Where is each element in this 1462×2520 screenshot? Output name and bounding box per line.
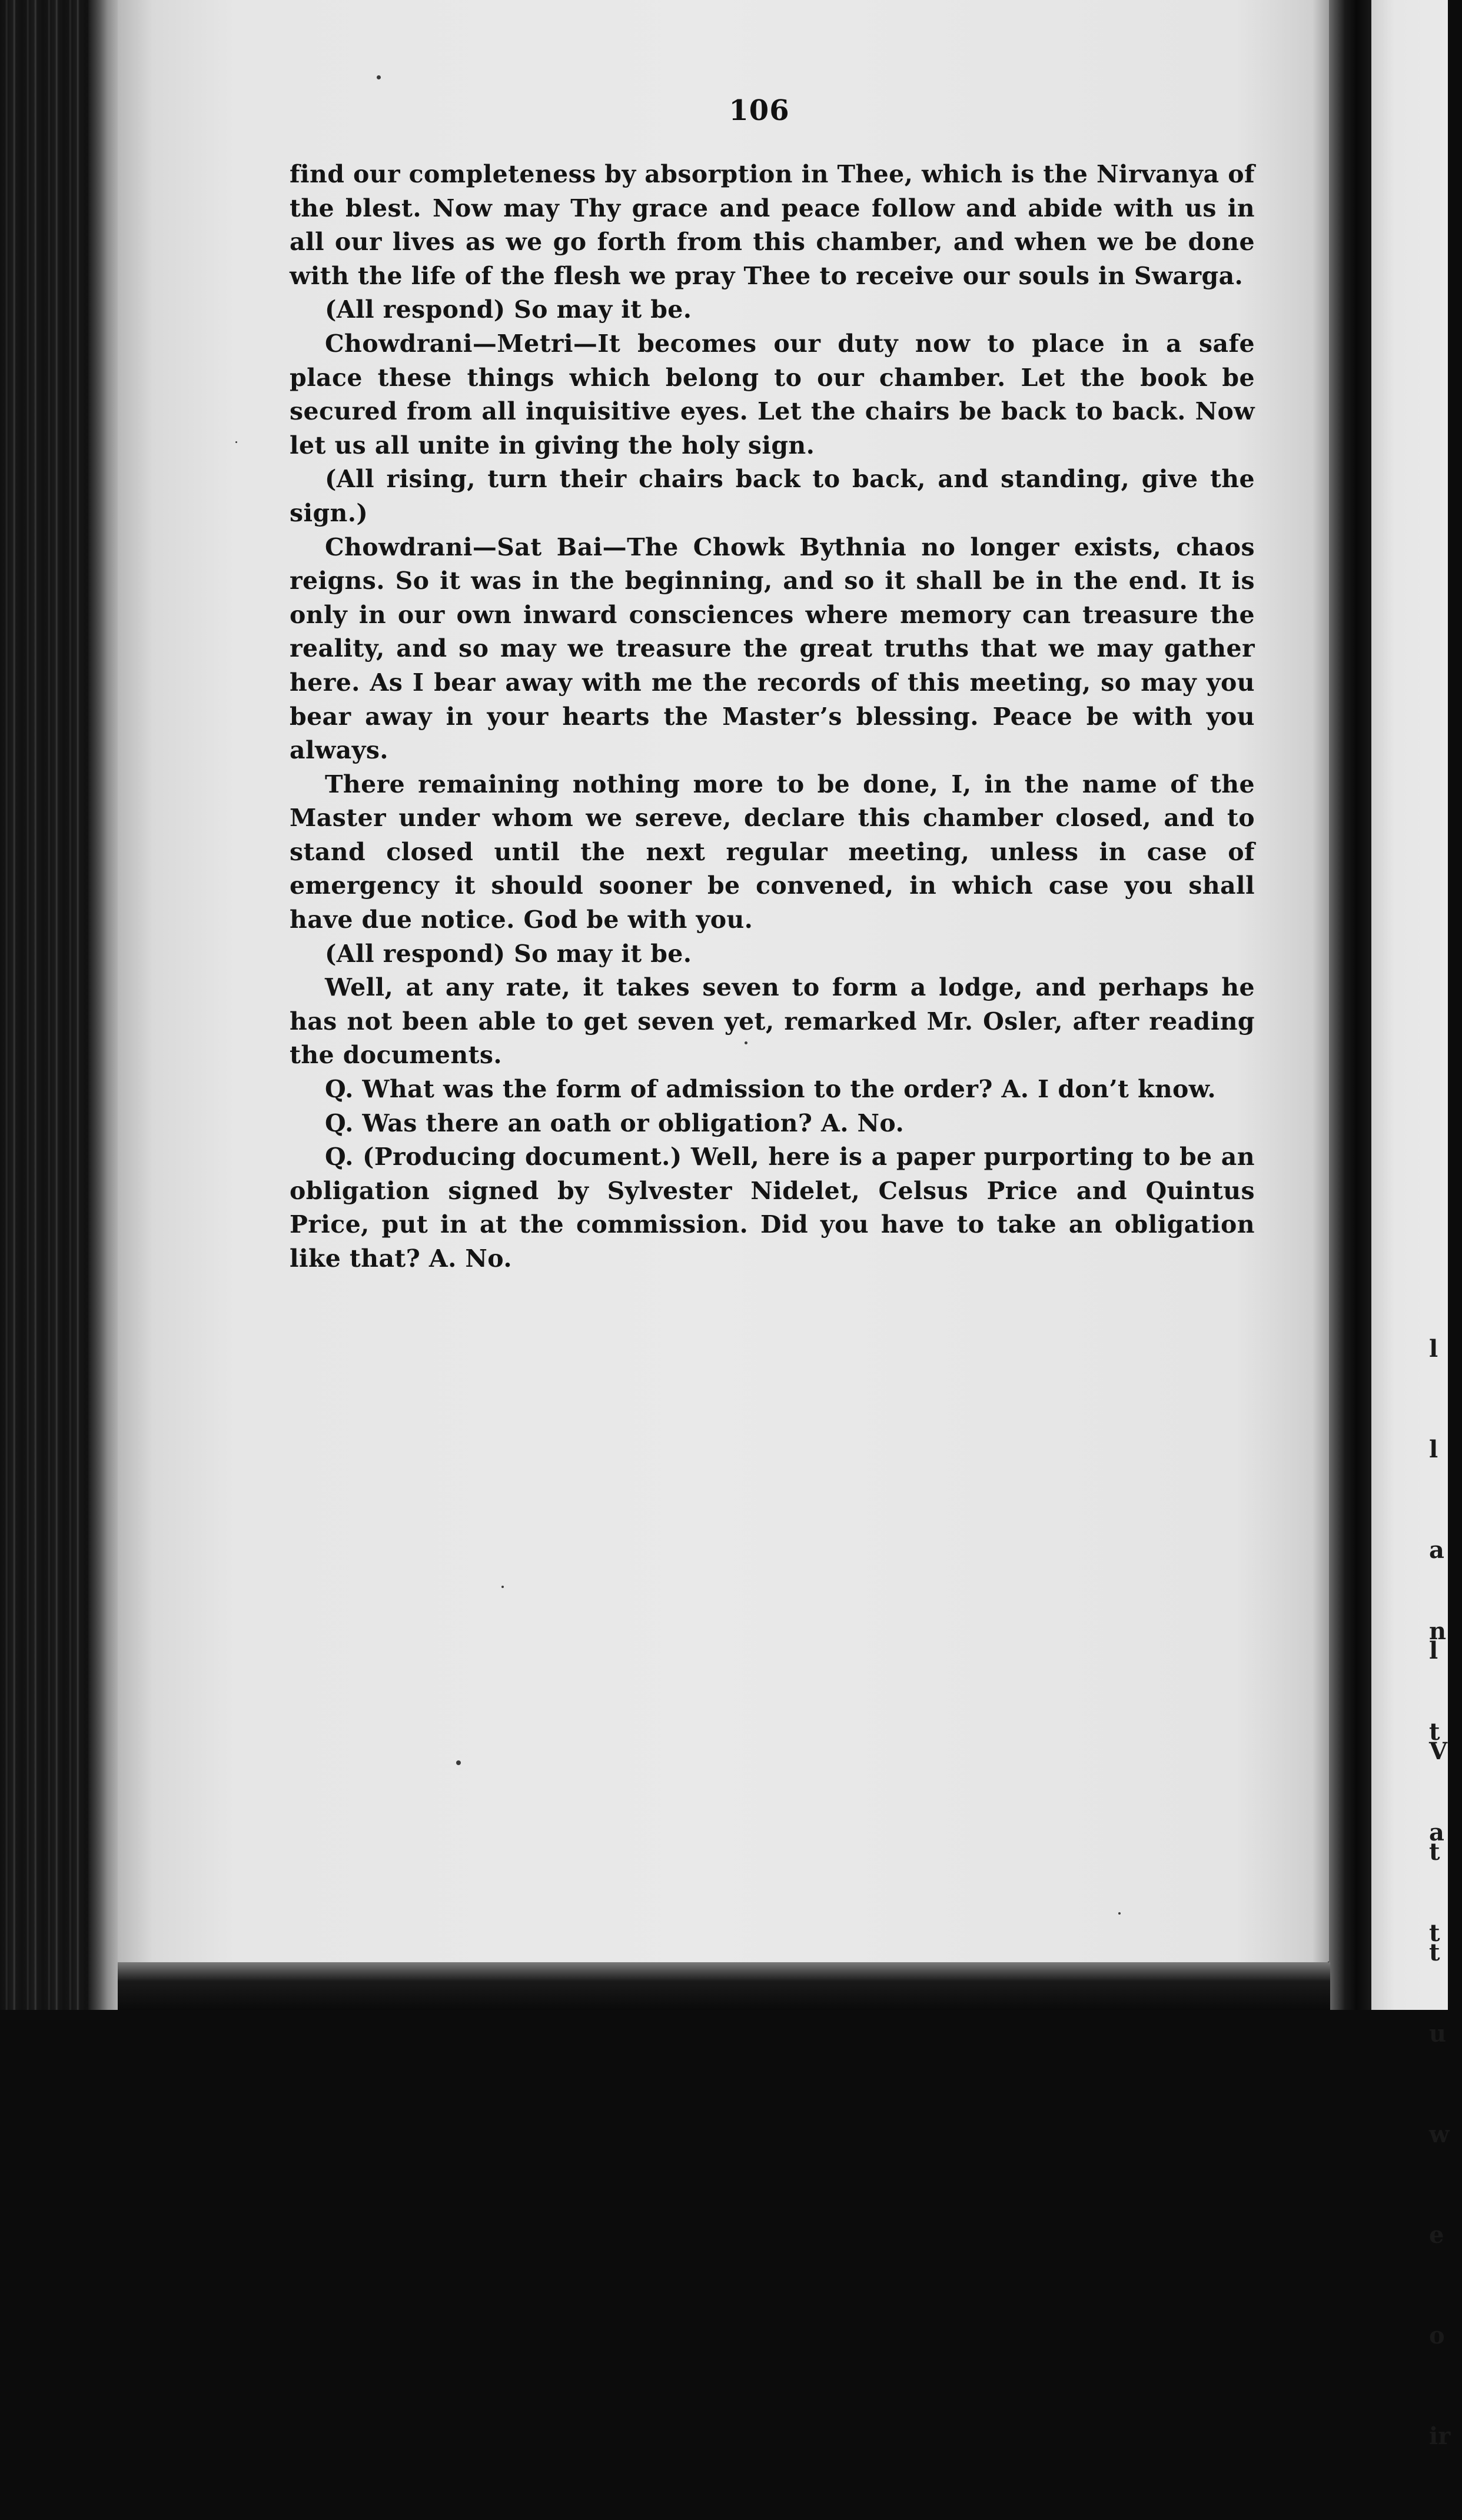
facing-glyph: n — [1429, 1617, 1447, 1645]
facing-glyph: l — [1429, 1637, 1438, 1665]
facing-glyph: t — [1429, 1939, 1440, 1966]
paragraph: (All rising, turn their chairs back to back, and standing, give the sign.) — [290, 465, 1255, 527]
paragraph: Q. What was the form of admission to the order? A. I don’t know. — [325, 1075, 1217, 1104]
facing-glyph: w — [1429, 2120, 1450, 2148]
page-gutter — [1329, 0, 1375, 2010]
facing-glyph: l — [1429, 1335, 1438, 1363]
facing-glyph: t — [1429, 1919, 1440, 1947]
paragraph: Chowdrani—Sat Bai—The Chowk Bythnia no longer exists, chaos reigns. So it was in the beginning, and so it shall be in the end. It is only in our own inward consciences where memory can treasure the reality, and so may we treasure the great truths that we may gather here. As I bear away with me the records of this meeting, so may you bear away in your hearts the Master’s blessing. Peace be with you always. — [290, 532, 1255, 765]
paragraph: Well, at any rate, it takes seven to form a lodge, and perhaps he has not been able to get seven yet, remarked Mr. Osler, after reading the documents. — [290, 973, 1255, 1070]
facing-glyph: t — [1429, 1718, 1440, 1746]
facing-glyph: a — [1429, 1819, 1444, 1846]
facing-glyph: o — [1429, 2322, 1445, 2349]
paragraph: There remaining nothing more to be done, I, in the name of the Master under whom we sereve, declare this chamber closed, and to stand closed until the next regular meeting, unless in case of emergency it should sooner be convened, in which case you shall have due notice. God be with you. — [290, 770, 1255, 934]
dust-speck — [377, 75, 381, 79]
page-body-text — [290, 158, 1255, 1276]
facing-page-text-lower — [1429, 1547, 1453, 2520]
facing-glyph: t — [1429, 1838, 1440, 1866]
paragraph: (All respond) So may it be. — [325, 939, 692, 968]
paragraph: Q. Was there an oath or obligation? A. No. — [325, 1108, 905, 1137]
facing-glyph: V — [1429, 1737, 1448, 1765]
binding-shadow — [88, 0, 121, 2010]
facing-glyph: ir — [1429, 2422, 1451, 2450]
facing-glyph: u — [1429, 2020, 1447, 2048]
paragraph: (All respond) So may it be. — [325, 295, 692, 324]
facing-glyph: l — [1429, 1436, 1438, 1463]
page-number: 106 — [729, 94, 790, 127]
paragraph: find our completeness by absorption in Thee, which is the Nirvanya of the blest. Now may Thy grace and peace follow and abide with us in all our lives as we go forth from this chamber, and when we be done with the life of the flesh we pray Thee to receive our souls in Swarga. — [290, 160, 1255, 290]
dust-speck — [1118, 1912, 1121, 1915]
paragraph: Chowdrani—Metri—It becomes our duty now to place in a safe place these things which belong to our chamber. Let the book be secured from all inquisitive eyes. Let the chairs be back to back. Now let us all unite in giving the holy sign. — [290, 329, 1255, 460]
dust-speck — [235, 441, 237, 443]
dust-speck — [456, 1760, 461, 1765]
dust-speck — [501, 1586, 504, 1588]
paragraph: Q. (Producing document.) Well, here is a paper purporting to be an obligation signed by Sylvester Nidelet, Celsus Price and Quintus Price, put in at the commission. Did you have to take an obligation like that? A. No. — [290, 1143, 1255, 1273]
facing-glyph: e — [1429, 2221, 1444, 2249]
page-bottom-shadow — [118, 1962, 1330, 2010]
facing-glyph: a — [1429, 1536, 1444, 1564]
